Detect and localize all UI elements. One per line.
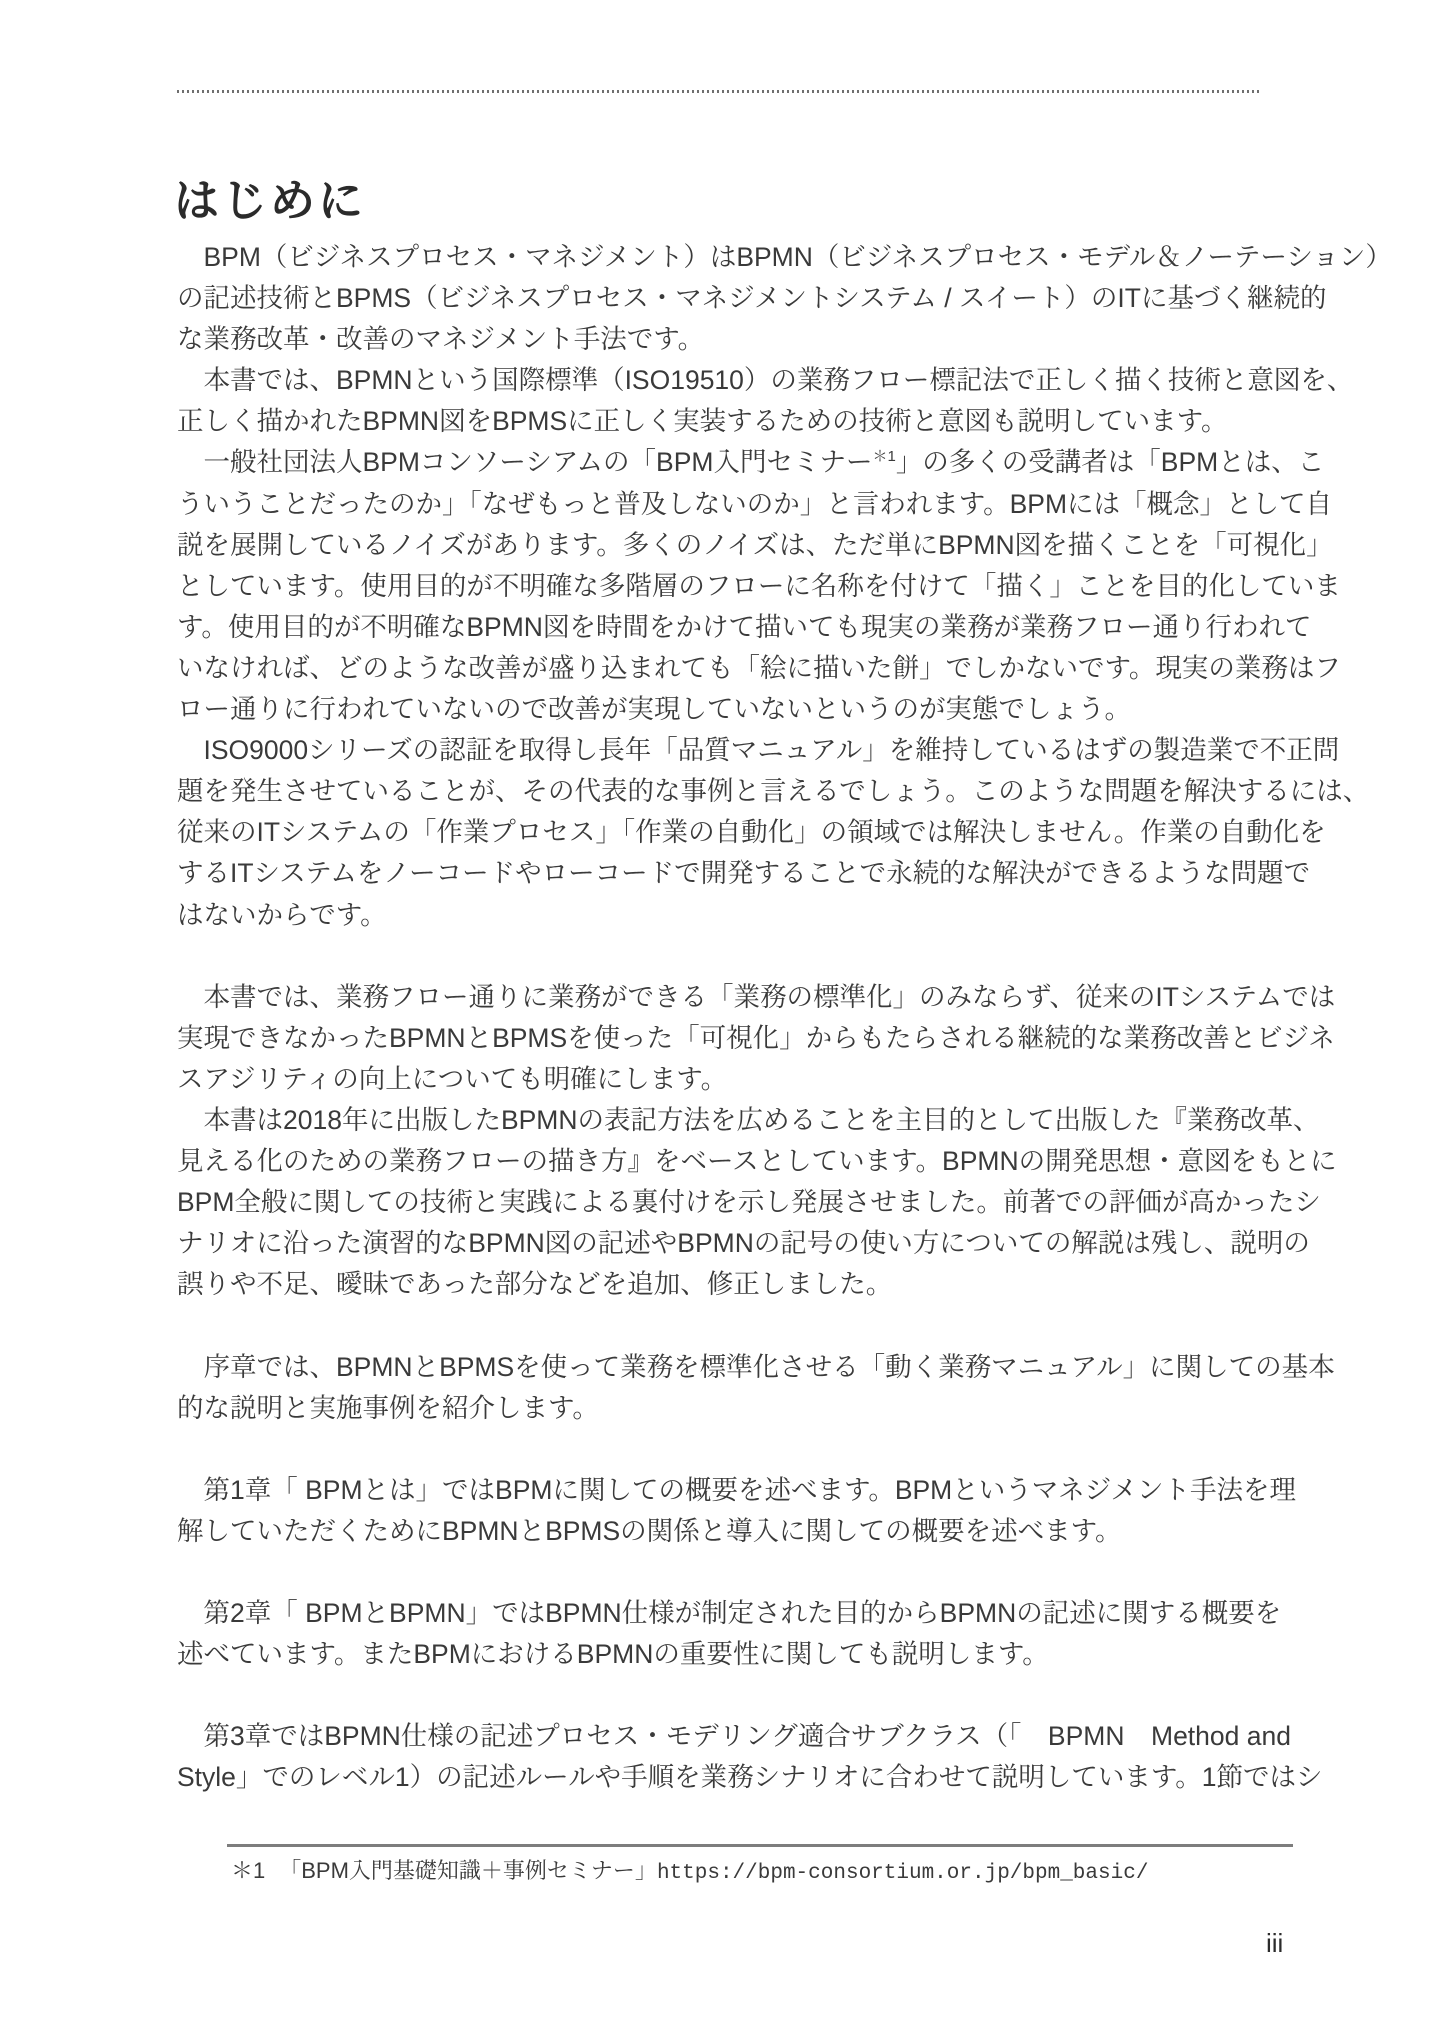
text-line: BPM（ビジネスプロセス・マネジメント）はBPMN（ビジネスプロセス・モデル＆ノーテーション） — [177, 242, 1392, 272]
text-line: 本書では、業務フロー通りに業務ができる「業務の標準化」のみならず、従来のITシステムでは — [177, 981, 1336, 1012]
footnote-label: 「BPM入門基礎知識＋事例セミナー」 — [279, 1858, 657, 1883]
text-line: スアジリティの向上についても明確にします。 — [177, 1063, 728, 1094]
paragraph-spacer — [177, 1305, 1283, 1346]
footnote-url: https://bpm-consortium.or.jp/bpm_basic/ — [656, 1862, 1149, 1885]
paragraph — [177, 1716, 1323, 1798]
paragraph-spacer — [177, 1675, 1283, 1716]
text-line: いなければ、どのような改善が盛り込まれても「絵に描いた餅」でしかないです。現実の業務はフ — [177, 652, 1341, 683]
header-dotted-rule — [177, 90, 1260, 93]
paragraph — [177, 730, 1370, 935]
text-line: 的な説明と実施事例を紹介します。 — [177, 1392, 599, 1423]
text-line: はないからです。 — [177, 899, 387, 930]
text-line: 本書は2018年に出版したBPMNの表記方法を広めることを主目的として出版した『業務改革、 — [177, 1104, 1320, 1135]
paragraph-spacer — [177, 936, 1283, 977]
footnote-marker: ＊1 — [231, 1858, 266, 1883]
paragraph — [177, 1100, 1337, 1305]
text-line: Style」でのレベル1）の記述ルールや手順を業務シナリオに合わせて説明しています。1節ではシ — [177, 1762, 1323, 1793]
body-text — [177, 237, 1392, 1799]
text-line: 述べています。またBPMにおけるBPMNの重要性に関しても説明します。 — [177, 1639, 1049, 1670]
text-line: の記述技術とBPMS（ビジネスプロセス・マネジメントシステム / スイート）のITに基づく継続的 — [177, 283, 1327, 314]
text-segment: 」の多くの受講者は「BPMとは、こ — [895, 447, 1325, 478]
text-line: 従来のITシステムの「作業プロセス」「作業の自動化」の領域では解決しません。作業の自動化を — [177, 817, 1326, 848]
paragraph — [177, 1593, 1283, 1675]
text-line: 実現できなかったBPMNとBPMSを使った「可視化」からもたらされる継続的な業務改善とビジネ — [177, 1022, 1335, 1053]
paragraph — [177, 977, 1336, 1100]
text-line: 見える化のための業務フローの描き方』をベースとしています。BPMNの開発思想・意図をもとに — [177, 1146, 1337, 1177]
text-line — [177, 442, 1325, 483]
text-segment: 一般社団法人BPMコンソーシアムの「BPM入門セミナー — [177, 447, 873, 478]
paragraph — [177, 1347, 1335, 1429]
paragraph — [177, 442, 1341, 730]
text-line: 題を発生させていることが、その代表的な事例と言えるでしょう。このような問題を解決するには、 — [177, 776, 1370, 807]
paragraph-spacer — [177, 1429, 1283, 1470]
text-line: 説を展開しているノイズがあります。多くのノイズは、ただ単にBPMN図を描くことを「可視化」 — [177, 529, 1333, 560]
page-title: はじめに — [174, 175, 367, 227]
text-line: 本書では、BPMNという国際標準（ISO19510）の業務フロー標記法で正しく描く技術と意図を、 — [177, 365, 1354, 396]
paragraph — [177, 360, 1354, 442]
footnote-ref: ＊1 — [872, 448, 896, 466]
text-line: 解していただくためにBPMNとBPMSの関係と導入に関しての概要を述べます。 — [177, 1515, 1122, 1546]
text-line: ロー通りに行われていないので改善が実現していないというのが実態でしょう。 — [177, 694, 1131, 725]
text-line: 序章では、BPMNとBPMSを使って業務を標準化させる「動く業務マニュアル」に関しての基本 — [177, 1351, 1335, 1382]
text-line: す。使用目的が不明確なBPMN図を時間をかけて描いても現実の業務が業務フロー通り行われて — [177, 611, 1312, 642]
text-line: としています。使用目的が不明確な多階層のフローに名称を付けて「描く」ことを目的化していま — [177, 570, 1341, 601]
text-line: な業務改革・改善のマネジメント手法です。 — [177, 324, 705, 355]
text-line: 誤りや不足、曖昧であった部分などを追加、修正しました。 — [177, 1269, 893, 1300]
text-line: 第3章ではBPMN仕様の記述プロセス・モデリング適合サブクラス（「 BPMN Method and — [177, 1721, 1291, 1752]
text-line: ナリオに沿った演習的なBPMN図の記述やBPMNの記号の使い方についての解説は残し、説明の — [177, 1228, 1310, 1259]
page-number: iii — [1266, 1928, 1284, 1958]
text-line: 第2章「 BPMとBPMN」ではBPMN仕様が制定された目的からBPMNの記述に関する概要を — [177, 1598, 1282, 1629]
footnote — [231, 1854, 1148, 1885]
text-line: BPM全般に関しての技術と実践による裏付けを示し発展させました。前著での評価が高かったシ — [177, 1187, 1321, 1218]
text-line: ISO9000シリーズの認証を取得し長年「品質マニュアル」を維持しているはずの製造業で不正問 — [177, 735, 1340, 766]
paragraph — [177, 237, 1392, 360]
paragraph-spacer — [177, 1552, 1283, 1593]
paragraph — [177, 1470, 1296, 1552]
text-line: 第1章「 BPMとは」ではBPMに関しての概要を述べます。BPMというマネジメント手法を理 — [177, 1474, 1296, 1505]
text-line: 正しく描かれたBPMN図をBPMSに正しく実装するための技術と意図も説明しています。 — [177, 406, 1228, 437]
footnote-rule — [227, 1844, 1293, 1847]
text-line: ういうことだったのか」「なぜもっと普及しないのか」と言われます。BPMには「概念」として自 — [177, 488, 1333, 519]
text-line: するITシステムをノーコードやローコードで開発することで永続的な解決ができるような問題で — [177, 858, 1311, 889]
